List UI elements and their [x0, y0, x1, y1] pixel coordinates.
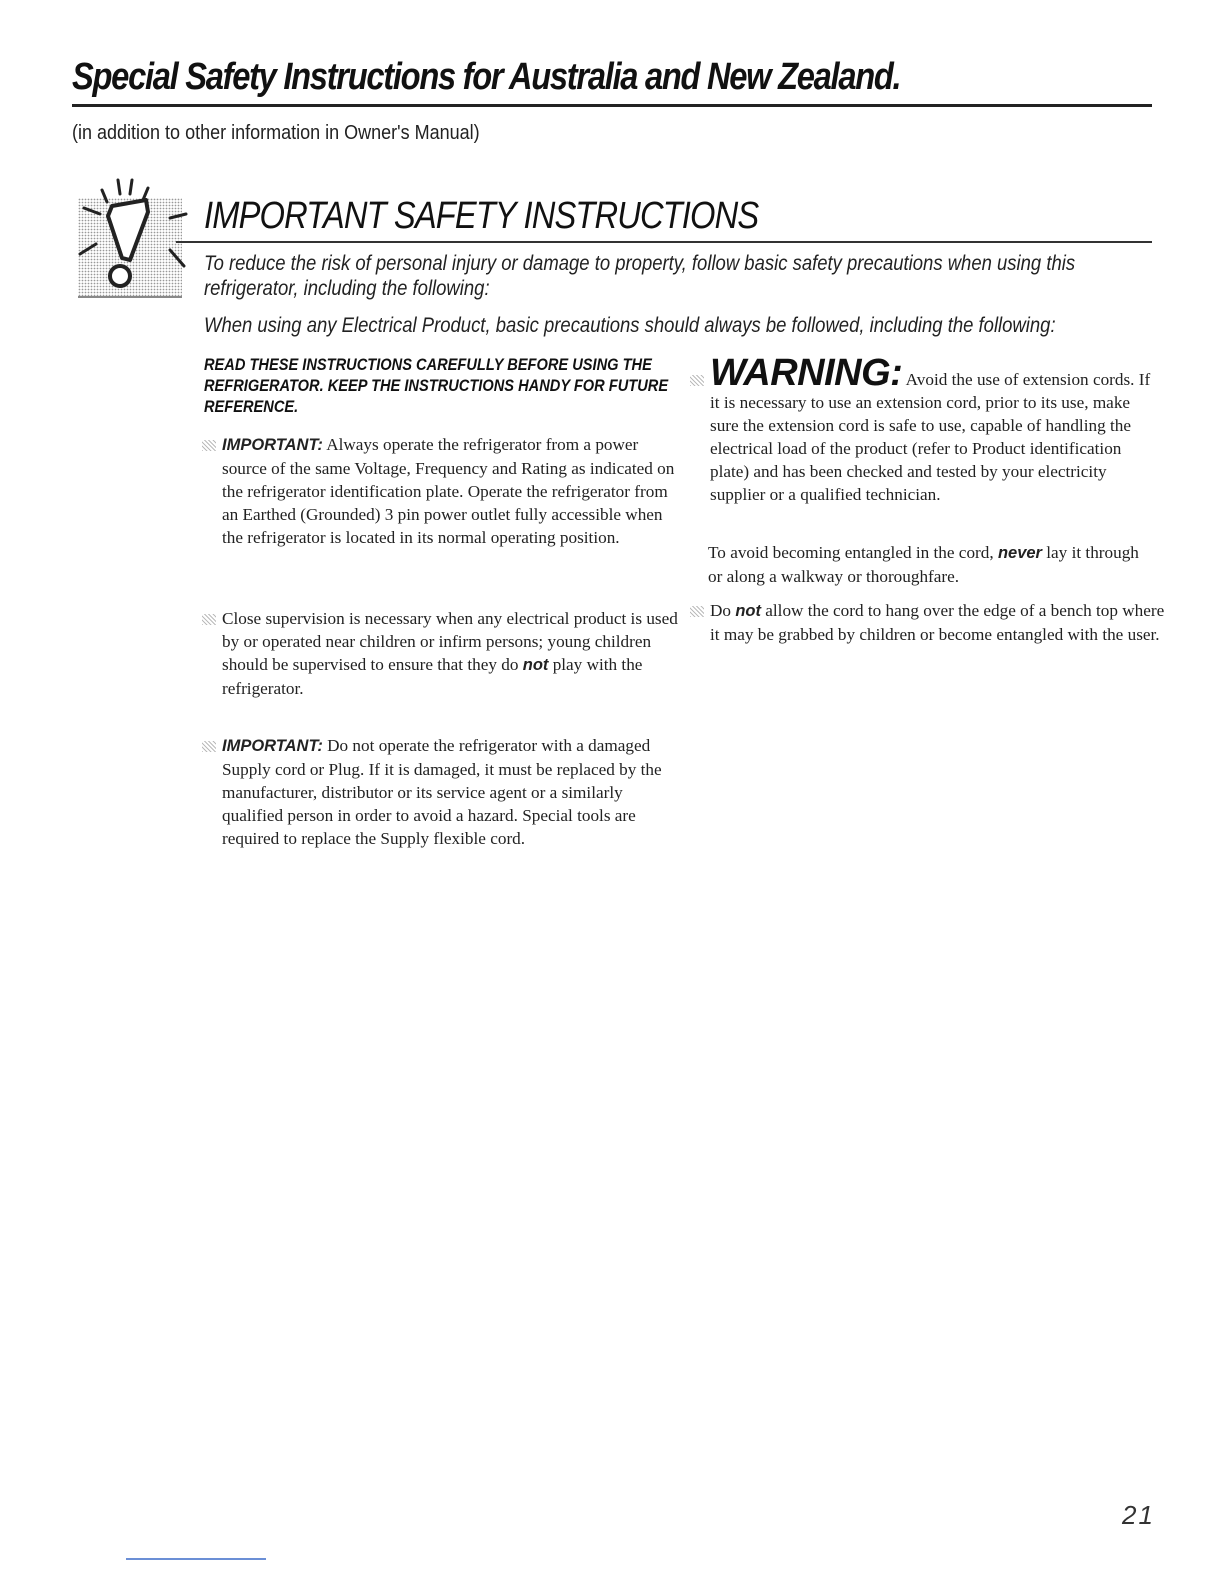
list-item: [202, 734, 682, 850]
item-text: play with the refrigerator.: [222, 655, 643, 698]
electrical-note: When using any Electrical Product, basic precautions should always be followed, including the following:: [204, 314, 1056, 337]
item-text: lay it through or along a walkway or thoroughfare.: [708, 543, 1139, 586]
list-item: [690, 599, 1172, 646]
page-title: Special Safety Instructions for Australia and New Zealand.: [72, 56, 901, 98]
section-divider: [176, 241, 1152, 243]
item-text: To avoid becoming entangled in the cord,: [708, 543, 994, 562]
title-divider: [72, 104, 1152, 107]
warning-label: WARNING:: [710, 352, 903, 394]
intro-paragraph: To reduce the risk of personal injury or damage to property, follow basic safety precautions when using this refrigerator, including the following:: [204, 252, 1076, 300]
important-tag: IMPORTANT:: [222, 436, 323, 454]
item-text: Close supervision is necessary when any electrical product is used by or operated near children or infirm persons; young children should be supervised to ensure that they do: [222, 609, 678, 674]
warning-block: [690, 352, 1152, 506]
warning-text: Avoid the use of extension cords. If it is necessary to use an extension cord, prior to its use, make sure the extension cord is safe to use, capable of handling the electrical load of the product (refer to Product identification plate) and has been checked and tested by your electricity supplier or a qualified technician.: [710, 370, 1151, 504]
cord-note: [708, 541, 1153, 588]
item-text: Do: [710, 601, 732, 620]
read-instructions-heading: READ THESE INSTRUCTIONS CAREFULLY BEFORE USING THE REFRIGERATOR. KEEP THE INSTRUCTIONS HANDY FOR FUTURE REFERENCE.: [204, 355, 669, 416]
emphasis-text: not: [522, 656, 549, 674]
bullet-icon: [202, 741, 216, 752]
item-text: Always operate the refrigerator from a power source of the same Voltage, Frequency and Rating as indicated on the refrigerator identification plate. Operate the refrigerator from an Earthed (Grounded) 3 pin power outlet fully accessible when the refrigerator is located in its normal operating position.: [222, 435, 675, 547]
bullet-icon: [690, 375, 704, 386]
bullet-icon: [202, 440, 216, 451]
item-text: allow the cord to hang over the edge of a bench top where it may be grabbed by children or become entangled with the user.: [710, 601, 1165, 644]
emphasis-text: not: [735, 602, 761, 620]
bullet-icon: [202, 614, 216, 625]
page-subtitle: (in addition to other information in Owner's Manual): [72, 122, 480, 144]
exclamation-alert-icon: [60, 168, 200, 308]
item-text: Do not operate the refrigerator with a damaged Supply cord or Plug. If it is damaged, it must be replaced by the manufacturer, distributor or its service agent or a similarly qualified person in order to avoid a hazard. Special tools are required to replace the Supply flexible cord.: [222, 736, 662, 848]
warning-paragraph: [690, 352, 1152, 506]
important-tag: IMPORTANT:: [222, 737, 323, 755]
page-number: 21: [1122, 1500, 1155, 1530]
section-heading: IMPORTANT SAFETY INSTRUCTIONS: [204, 195, 759, 237]
list-item: [202, 607, 682, 700]
emphasis-text: never: [997, 544, 1042, 562]
list-item: [202, 433, 682, 549]
footer-divider: [126, 1558, 266, 1560]
bullet-icon: [690, 606, 704, 617]
